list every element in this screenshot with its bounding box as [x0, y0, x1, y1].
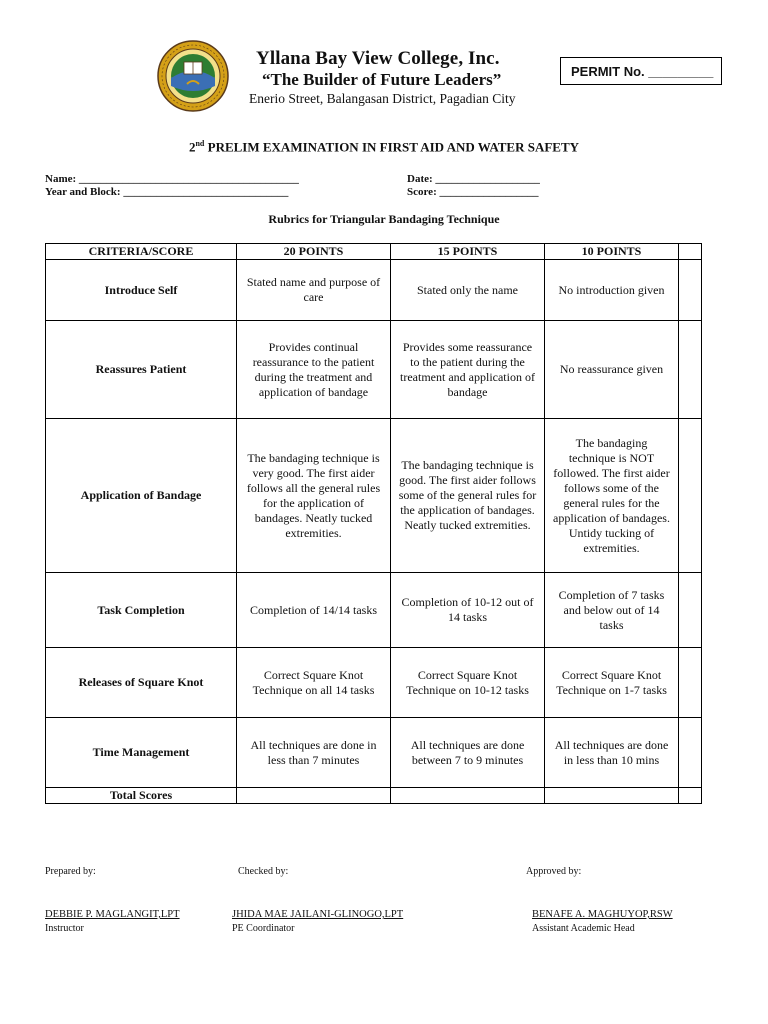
total-scores-label: Total Scores: [46, 788, 237, 804]
approved-by-title: Assistant Academic Head: [532, 923, 635, 934]
table-row: [46, 321, 702, 419]
approved-by-label: Approved by:: [526, 866, 582, 877]
score-cell[interactable]: [679, 419, 702, 573]
exam-title-text: PRELIM EXAMINATION IN FIRST AID AND WATER SAFETY: [204, 139, 580, 155]
header-score: [679, 244, 702, 260]
header-20-points: 20 POINTS: [237, 244, 391, 260]
points-20-cell: Correct Square Knot Technique on all 14 tasks: [237, 648, 391, 718]
score-field[interactable]: Score: __________________: [407, 186, 539, 198]
total-10-cell[interactable]: [545, 788, 679, 804]
points-20-cell: Completion of 14/14 tasks: [237, 573, 391, 648]
points-20-cell: Provides continual reassurance to the patient during the treatment and application of bandage: [237, 321, 391, 419]
score-cell[interactable]: [679, 648, 702, 718]
points-15-cell: Completion of 10-12 out of 14 tasks: [391, 573, 545, 648]
points-10-cell: No reassurance given: [545, 321, 679, 419]
approved-by-name: BENAFE A. MAGHUYOP,RSW: [532, 909, 673, 920]
exam-title: [0, 139, 768, 155]
total-20-cell[interactable]: [237, 788, 391, 804]
points-20-cell: Stated name and purpose of care: [237, 260, 391, 321]
year-block-field[interactable]: Year and Block: ______________________________: [45, 186, 289, 198]
exam-title-ordinal: nd: [195, 139, 205, 148]
date-field[interactable]: Date: ___________________: [407, 173, 540, 185]
prepared-by-name: DEBBIE P. MAGLANGIT,LPT: [45, 909, 180, 920]
criteria-cell: Application of Bandage: [46, 419, 237, 573]
total-row: [46, 788, 702, 804]
checked-by-title: PE Coordinator: [232, 923, 295, 934]
criteria-cell: Introduce Self: [46, 260, 237, 321]
table-row: [46, 573, 702, 648]
total-score-cell[interactable]: [679, 788, 702, 804]
checked-by-name: JHIDA MAE JAILANI-GLINOGO,LPT: [232, 909, 404, 920]
rubric-table: [45, 243, 702, 804]
points-15-cell: Stated only the name: [391, 260, 545, 321]
exam-title-number: 2: [188, 139, 196, 155]
points-10-cell: The bandaging technique is NOT followed. The first aider follows some of the general rules for the application of bandages. Untidy tucking of extremities.: [545, 419, 679, 573]
rubric-title: Rubrics for Triangular Bandaging Technique: [268, 212, 500, 226]
points-15-cell: Provides some reassurance to the patient during the treatment and application of bandage: [391, 321, 545, 419]
name-field[interactable]: Name: ________________________________________: [45, 173, 299, 185]
points-10-cell: All techniques are done in less than 10 mins: [545, 718, 679, 788]
prepared-by-title: Instructor: [45, 923, 84, 934]
points-10-cell: Completion of 7 tasks and below out of 14 tasks: [545, 573, 679, 648]
points-10-cell: Correct Square Knot Technique on 1-7 tasks: [545, 648, 679, 718]
points-10-cell: No introduction given: [545, 260, 679, 321]
college-seal-logo: [157, 40, 229, 112]
table-row: [46, 260, 702, 321]
rubric-header-row: [46, 244, 702, 260]
header-10-points: 10 POINTS: [545, 244, 679, 260]
checked-by-label: Checked by:: [238, 866, 289, 877]
points-20-cell: The bandaging technique is very good. The first aider follows all the general rules for the application of bandages. Neatly tucked extremities.: [237, 419, 391, 573]
header-criteria: CRITERIA/SCORE: [46, 244, 237, 260]
score-cell[interactable]: [679, 260, 702, 321]
criteria-cell: Time Management: [46, 718, 237, 788]
criteria-cell: Reassures Patient: [46, 321, 237, 419]
criteria-cell: Releases of Square Knot: [46, 648, 237, 718]
score-cell[interactable]: [679, 718, 702, 788]
permit-number-box: PERMIT No. _________: [560, 57, 722, 85]
points-20-cell: All techniques are done in less than 7 minutes: [237, 718, 391, 788]
college-name: Yllana Bay View College, Inc.: [256, 48, 500, 69]
header-15-points: 15 POINTS: [391, 244, 545, 260]
college-motto: “The Builder of Future Leaders”: [262, 70, 502, 89]
college-address: Enerio Street, Balangasan District, Pagadian City: [249, 91, 516, 106]
score-cell[interactable]: [679, 321, 702, 419]
points-15-cell: Correct Square Knot Technique on 10-12 tasks: [391, 648, 545, 718]
criteria-cell: Task Completion: [46, 573, 237, 648]
total-15-cell[interactable]: [391, 788, 545, 804]
table-row: [46, 419, 702, 573]
table-row: [46, 648, 702, 718]
table-row: [46, 718, 702, 788]
score-cell[interactable]: [679, 573, 702, 648]
points-15-cell: The bandaging technique is good. The first aider follows some of the general rules for the application of bandages. Neatly tucked extremities.: [391, 419, 545, 573]
prepared-by-label: Prepared by:: [45, 866, 96, 877]
points-15-cell: All techniques are done between 7 to 9 minutes: [391, 718, 545, 788]
